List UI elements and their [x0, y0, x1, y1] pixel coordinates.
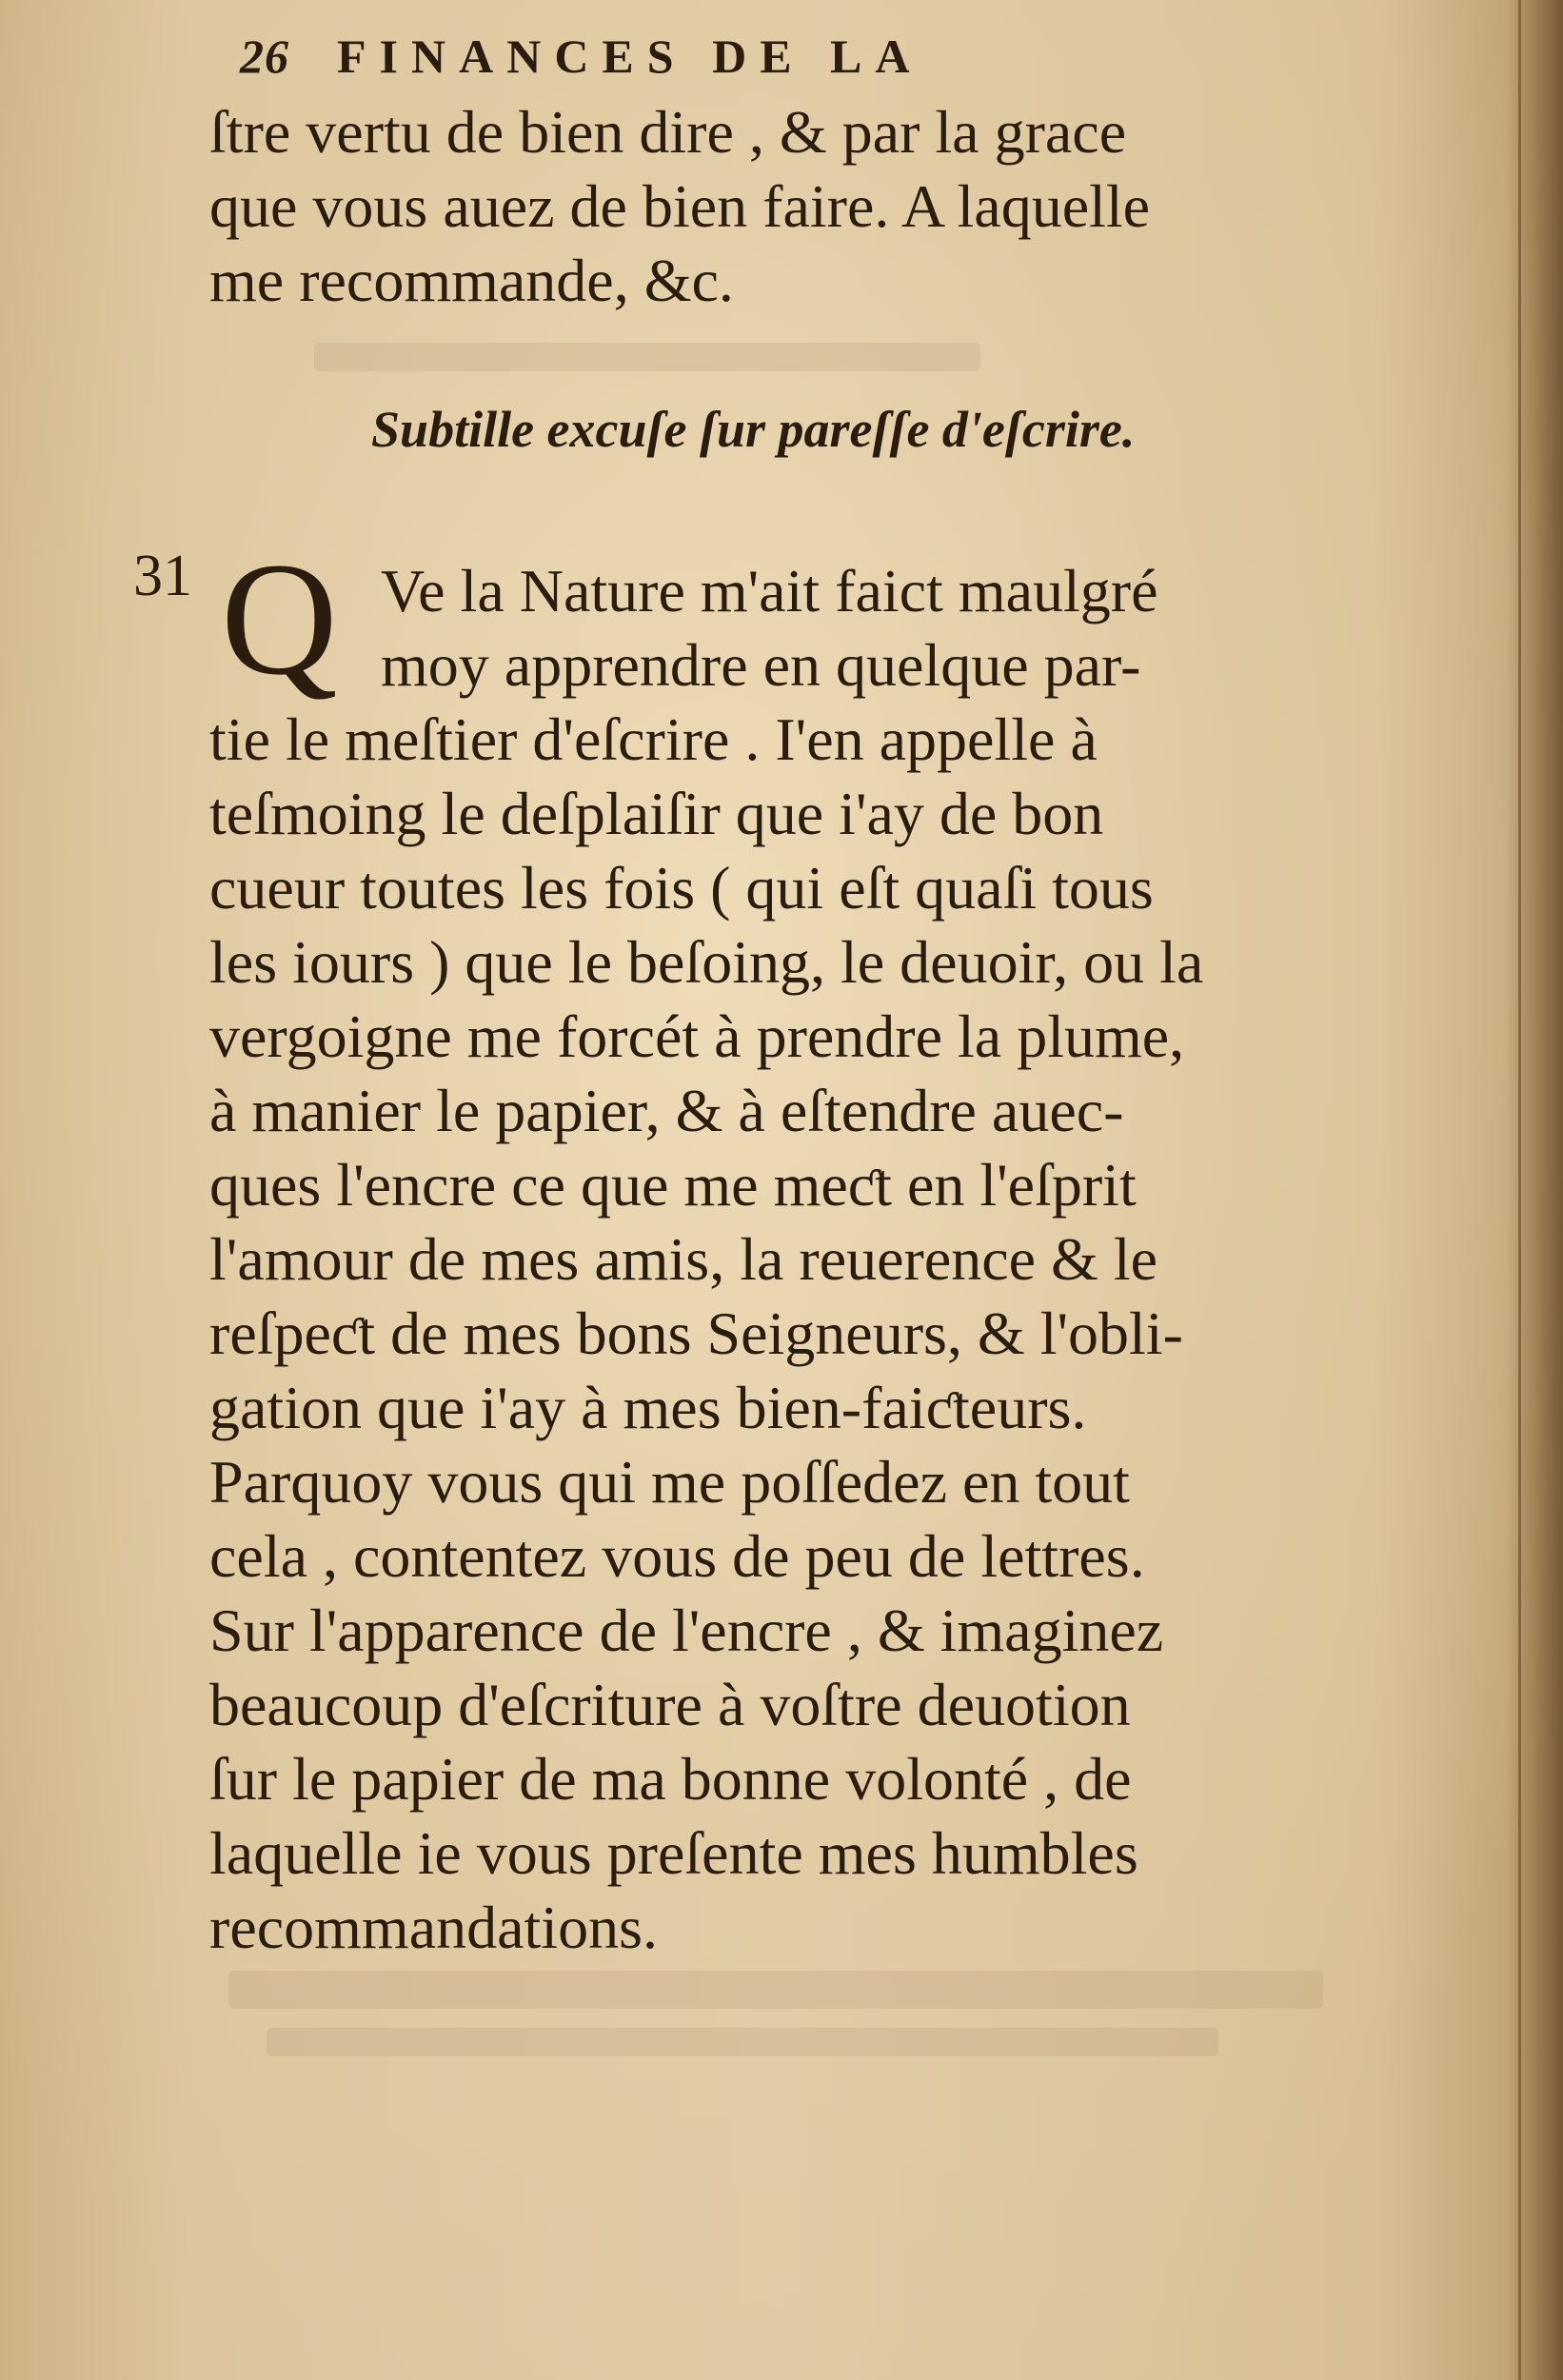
text-line: Parquoy vous qui me poſſedez en tout — [209, 1448, 1130, 1516]
running-head-title: FINANCES DE LA — [337, 30, 923, 83]
text-line: ques l'encre ce que me meƈt en l'eſprit — [209, 1151, 1137, 1219]
text-line: que vous auez de bien faire. A laquelle — [209, 172, 1151, 240]
drop-cap-lines — [381, 554, 1158, 703]
text-line: cueur toutes les fois ( qui eſt quaſi tous — [209, 854, 1154, 922]
text-line: me recommande, &c. — [209, 247, 734, 314]
text-line: recommandations. — [209, 1894, 658, 1961]
text-line: ſtre vertu de bien dire , & par la grace — [209, 98, 1127, 166]
page-gutter-shadow — [1506, 0, 1563, 2380]
running-head — [240, 29, 1173, 95]
continued-text — [209, 95, 1352, 318]
text-line: tie le meſtier d'eſcrire . I'en appelle à — [209, 705, 1098, 773]
text-line: gation que i'ay à mes bien-faiƈteurs. — [209, 1374, 1087, 1441]
text-line: Ve la Nature m'ait faict maulgré — [381, 557, 1158, 625]
drop-cap-letter: Q — [221, 529, 338, 708]
text-line: les iours ) que le beſoing, le deuoir, ou la — [209, 928, 1204, 996]
section-number: 31 — [133, 544, 192, 608]
section-body — [209, 703, 1352, 1965]
text-line: l'amour de mes amis, la reuerence & le — [209, 1225, 1157, 1293]
show-through-smudge — [314, 343, 980, 371]
show-through-smudge — [267, 2028, 1218, 2056]
section-heading: Subtille excuſe ſur pareſſe d'eſcrire. — [371, 401, 1136, 458]
text-line: laquelle ie vous preſente mes humbles — [209, 1819, 1138, 1887]
page-number: 26 — [240, 30, 289, 83]
show-through-smudge — [228, 1971, 1323, 2009]
text-line: beaucoup d'eſcriture à voſtre deuotion — [209, 1671, 1131, 1738]
text-line: cela , contentez vous de peu de lettres. — [209, 1522, 1145, 1590]
text-line: reſpeƈt de mes bons Seigneurs, & l'obli- — [209, 1299, 1183, 1367]
page-fold-line — [1518, 0, 1521, 2380]
text-line: vergoigne me forcét à prendre la plume, — [209, 1002, 1185, 1070]
text-line: teſmoing le deſplaiſir que i'ay de bon — [209, 780, 1104, 847]
text-line: à manier le papier, & à eſtendre auec- — [209, 1077, 1124, 1144]
text-line: ſur le papier de ma bonne volonté , de — [209, 1745, 1132, 1813]
text-line: Sur l'apparence de l'encre , & imaginez — [209, 1597, 1164, 1664]
text-line: moy apprendre en quelque par- — [381, 631, 1141, 699]
